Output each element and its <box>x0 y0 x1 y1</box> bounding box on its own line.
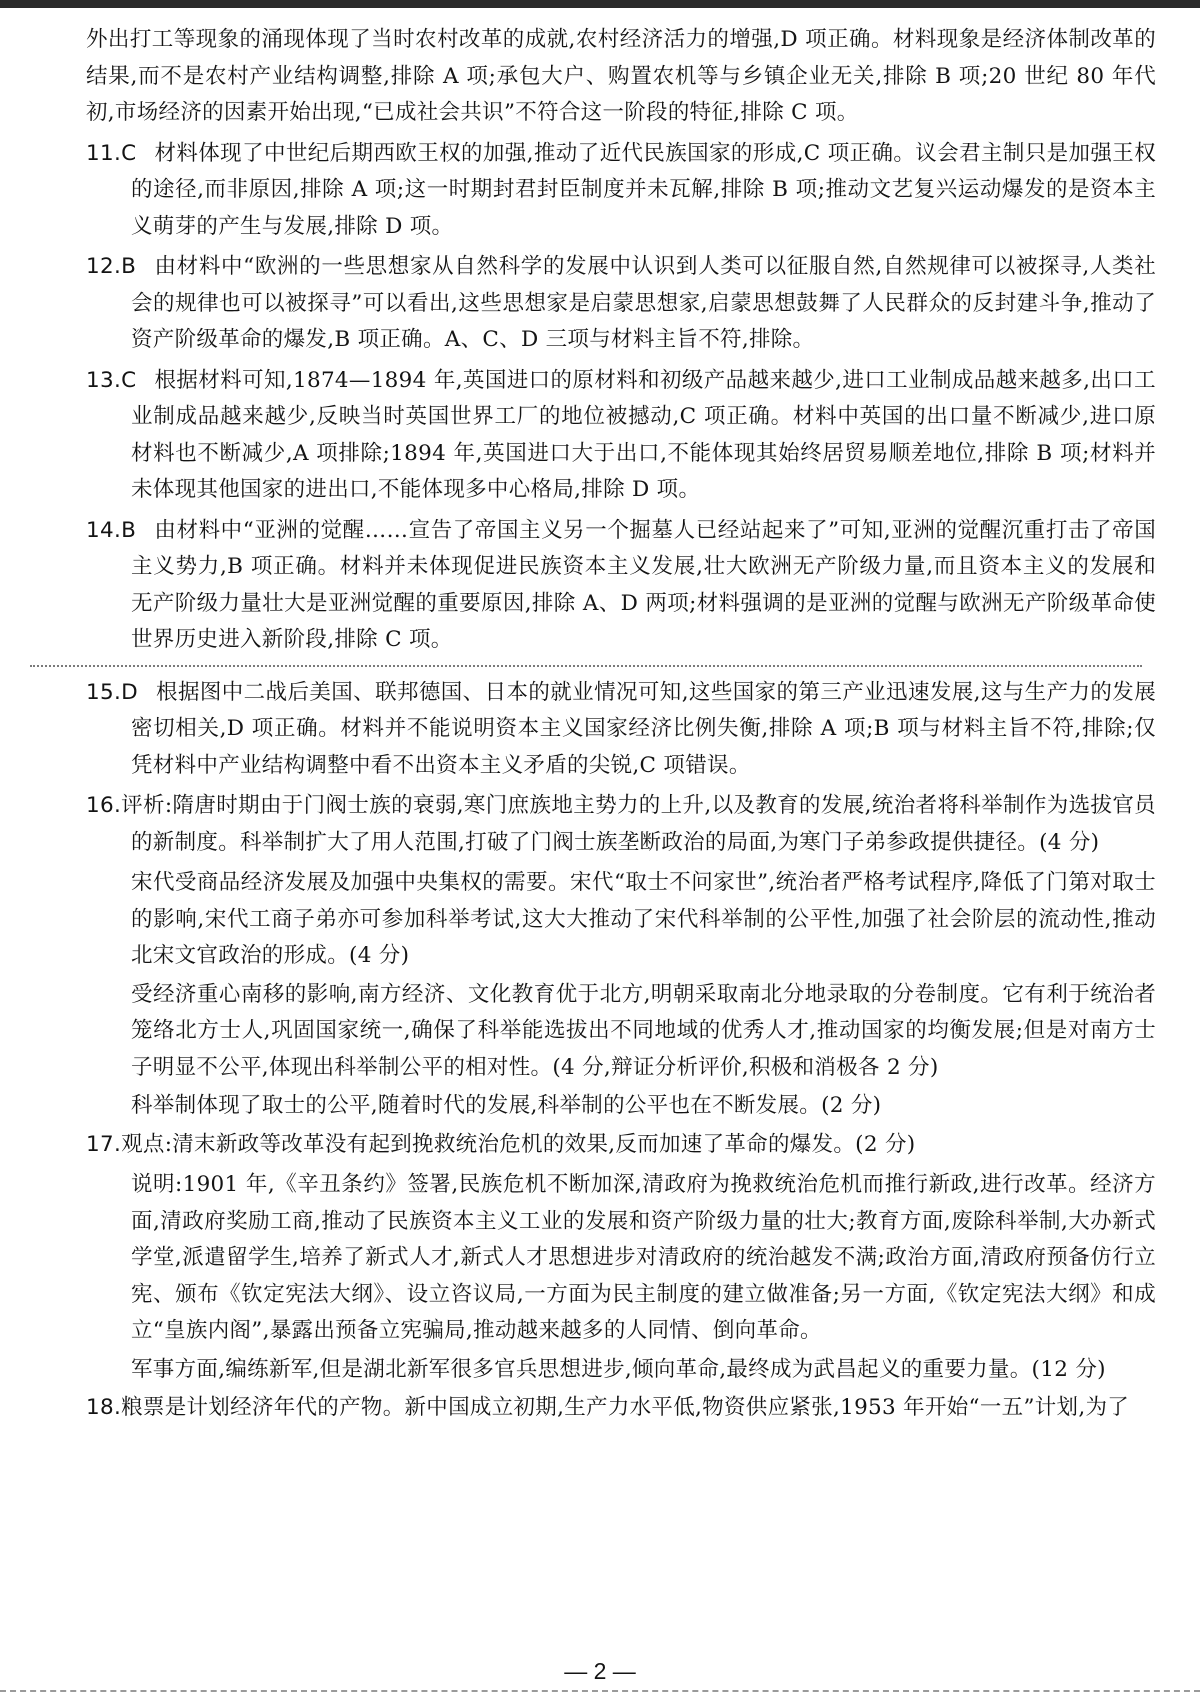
item-evaluation: 评析:隋唐时期由于门阀士族的衰弱,寒门庶族地主势力的上升,以及教育的发展,统治者将科举制作为选拔官员的新制度。科举制扩大了用人范围,打破了门阀士族垄断政治的局面,为寒门子弟参政提供捷径。(4 分) <box>121 793 1156 855</box>
item-answer: C <box>121 140 137 166</box>
item-number: 14. <box>86 517 122 543</box>
bottom-border-rule <box>0 1690 1200 1692</box>
answer-item-16 <box>86 788 1156 861</box>
item-explanation: 材料体现了中世纪后期西欧王权的加强,推动了近代民族国家的形成,C 项正确。议会君主制只是加强王权的途径,而非原因,排除 A 项;这一时期封君封臣制度并未瓦解,排除 B 项;推动文艺复兴运动爆发的是资本主义萌芽的产生与发展,排除 D 项。 <box>131 140 1156 239</box>
q16-paragraph-ming: 受经济重心南移的影响,南方经济、文化教育优于北方,明朝采取南北分地录取的分卷制度。它有利于统治者笼络北方士人,巩固国家统一,确保了科举能选拔出不同地域的优秀人才,推动国家的均衡发展;但是对南方士子明显不公平,体现出科举制公平的相对性。(4 分,辩证分析评价,积极和消极各 2 分) <box>131 981 1156 1080</box>
intro-continuation: 外出打工等现象的涌现体现了当时农村改革的成就,农村经济活力的增强,D 项正确。材料现象是经济体制改革的结果,而不是农村产业结构调整,排除 A 项;承包大户、购置农机等与乡镇企业无关,排除 B 项;20 世纪 80 年代初,市场经济的因素开始出现,“已成社会共识”不符合这一阶段的特征,排除 C 项。 <box>86 27 1156 125</box>
answer-item-11 <box>86 136 1156 246</box>
answer-item-17 <box>86 1127 1156 1164</box>
page-number: — 2 — <box>564 1658 636 1684</box>
item-explanation: 由材料中“欧洲的一些思想家从自然科学的发展中认识到人类可以征服自然,自然规律可以被探寻,人类社会的规律也可以被探寻”可以看出,这些思想家是启蒙思想家,启蒙思想鼓舞了人民群众的反封建斗争,推动了资产阶级革命的爆发,B 项正确。A、C、D 三项与材料主旨不符,排除。 <box>131 254 1156 352</box>
item-viewpoint: 观点:清末新政等改革没有起到挽救统治危机的效果,反而加速了革命的爆发。(2 分) <box>121 1131 916 1157</box>
q16-paragraph-summary: 科举制体现了取士的公平,随着时代的发展,科举制的公平也在不断发展。(2 分) <box>131 1093 882 1118</box>
item-number: 17. <box>86 1131 122 1157</box>
section-divider <box>30 665 1142 667</box>
answer-item-14 <box>86 513 1156 659</box>
item-number: 15. <box>86 679 122 705</box>
item-number: 11. <box>86 140 122 166</box>
item-number: 12. <box>86 254 122 279</box>
item-text: 粮票是计划经济年代的产物。新中国成立初期,生产力水平低,物资供应紧张,1953 年开始“一五”计划,为了 <box>121 1395 1130 1420</box>
answer-item-18 <box>86 1390 1156 1427</box>
item-number: 13. <box>86 367 122 393</box>
item-explanation: 根据图中二战后美国、联邦德国、日本的就业情况可知,这些国家的第三产业迅速发展,这与生产力的发展密切相关,D 项正确。材料并不能说明资本主义国家经济比例失衡,排除 A 项;B 项与材料主旨不符,排除;仅凭材料中产业结构调整中看不出资本主义矛盾的尖锐,C 项错误。 <box>131 679 1156 778</box>
item-answer: D <box>121 679 138 705</box>
item-number: 16. <box>86 793 122 818</box>
answer-item-13 <box>86 363 1156 509</box>
item-explanation: 由材料中“亚洲的觉醒……宣告了帝国主义另一个掘墓人已经站起来了”可知,亚洲的觉醒沉重打击了帝国主义势力,B 项正确。材料并未体现促进民族资本主义发展,壮大欧洲无产阶级力量,而且资本主义的发展和无产阶级力量壮大是亚洲觉醒的重要原因,排除 A、D 两项;材料强调的是亚洲的觉醒与欧洲无产阶级革命使世界历史进入新阶段,排除 C 项。 <box>131 517 1156 652</box>
answer-item-15 <box>86 675 1156 785</box>
item-answer: B <box>121 517 137 543</box>
q16-paragraph-song: 宋代受商品经济发展及加强中央集权的需要。宋代“取士不问家世”,统治者严格考试程序,降低了门第对取士的影响,宋代工商子弟亦可参加科举考试,这大大推动了宋代科举制的公平性,加强了社会阶层的流动性,推动北宋文官政治的形成。(4 分) <box>131 870 1156 968</box>
item-answer: B <box>121 254 137 279</box>
q17-paragraph-explanation: 说明:1901 年,《辛丑条约》签署,民族危机不断加深,清政府为挽救统治危机而推行新政,进行改革。经济方面,清政府奖励工商,推动了民族资本主义工业的发展和资产阶级力量的壮大;教育方面,废除科举制,大办新式学堂,派遣留学生,培养了新式人才,新式人才思想进步对清政府的统治越发不满;政治方面,清政府预备仿行立宪、颁布《钦定宪法大纲》、设立咨议局,一方面为民主制度的建立做准备;另一方面,《钦定宪法大纲》和成立“皇族内阁”,暴露出预备立宪骗局,推动越来越多的人同情、倒向革命。 <box>131 1172 1156 1343</box>
answer-item-12 <box>86 249 1156 359</box>
item-explanation: 根据材料可知,1874—1894 年,英国进口的原材料和初级产品越来越少,进口工业制成品越来越多,出口工业制成品越来越少,反映当时英国世界工厂的地位被撼动,C 项正确。材料中英国的出口量不断减少,进口原材料也不断减少,A 项排除;1894 年,英国进口大于出口,不能体现其始终居贸易顺差地位,排除 B 项;材料并未体现其他国家的进出口,不能体现多中心格局,排除 D 项。 <box>131 367 1156 502</box>
answer-page <box>86 22 1156 1431</box>
top-border-rule <box>0 0 1200 8</box>
q17-paragraph-military: 军事方面,编练新军,但是湖北新军很多官兵思想进步,倾向革命,最终成为武昌起义的重要力量。(12 分) <box>131 1356 1106 1382</box>
item-answer: C <box>121 367 137 393</box>
item-number: 18. <box>86 1395 122 1420</box>
